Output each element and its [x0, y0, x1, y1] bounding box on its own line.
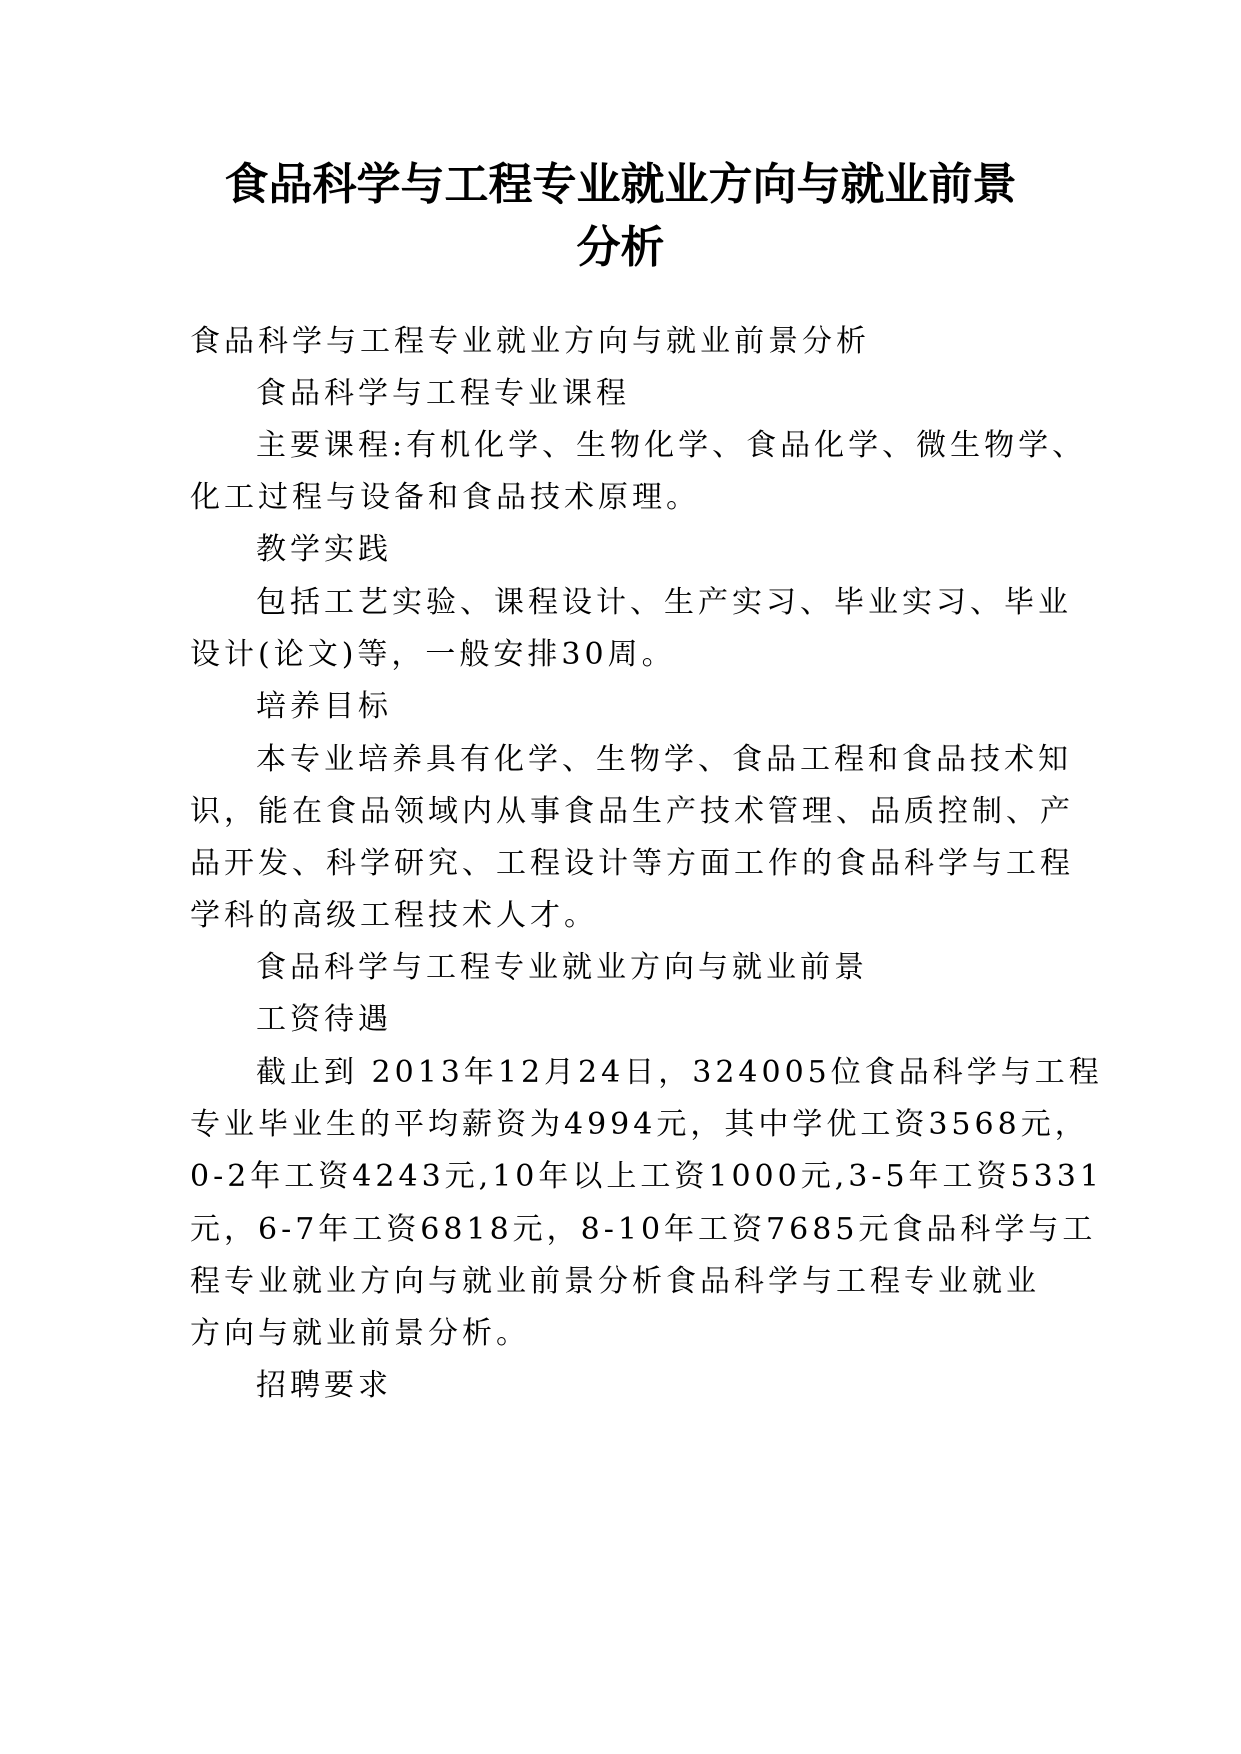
body-line-9: 本专业培养具有化学、生物学、食品工程和食品技术知 [256, 742, 1072, 777]
body-line-13: 食品科学与工程专业就业方向与就业前景 [256, 950, 868, 985]
body-line-17: 0-2年工资4243元,10年以上工资1000元,3-5年工资5331 [190, 1159, 1103, 1194]
body-line-6: 包括工艺实验、课程设计、生产实习、毕业实习、毕业 [256, 585, 1072, 620]
body-line-1: 食品科学与工程专业就业方向与就业前景分析 [190, 324, 870, 359]
document-title-line-1: 食品科学与工程专业就业方向与就业前景 [224, 159, 1017, 210]
body-line-21: 招聘要求 [256, 1368, 392, 1403]
body-line-15: 截止到 2013年12月24日，324005位食品科学与工程 [256, 1055, 1103, 1090]
body-line-12: 学科的高级工程技术人才。 [190, 898, 598, 933]
body-line-4: 化工过程与设备和食品技术原理。 [190, 480, 700, 515]
document-title-line-2: 分析 [576, 222, 665, 273]
body-line-20: 方向与就业前景分析。 [190, 1316, 530, 1351]
body-line-3: 主要课程:有机化学、生物化学、食品化学、微生物学、 [256, 428, 1087, 463]
body-line-7: 设计(论文)等，一般安排30周。 [190, 637, 676, 672]
body-line-18: 元，6-7年工资6818元，8-10年工资7685元食品科学与工 [190, 1212, 1097, 1247]
body-line-5: 教学实践 [256, 532, 392, 567]
body-line-16: 专业毕业生的平均薪资为4994元，其中学优工资3568元， [190, 1107, 1089, 1142]
body-line-19: 程专业就业方向与就业前景分析食品科学与工程专业就业 [190, 1264, 1040, 1299]
body-line-2: 食品科学与工程专业课程 [256, 376, 630, 411]
body-line-11: 品开发、科学研究、工程设计等方面工作的食品科学与工程 [190, 846, 1074, 881]
body-line-8: 培养目标 [256, 689, 392, 724]
body-line-14: 工资待遇 [256, 1002, 392, 1037]
body-line-10: 识，能在食品领域内从事食品生产技术管理、品质控制、产 [190, 794, 1074, 829]
